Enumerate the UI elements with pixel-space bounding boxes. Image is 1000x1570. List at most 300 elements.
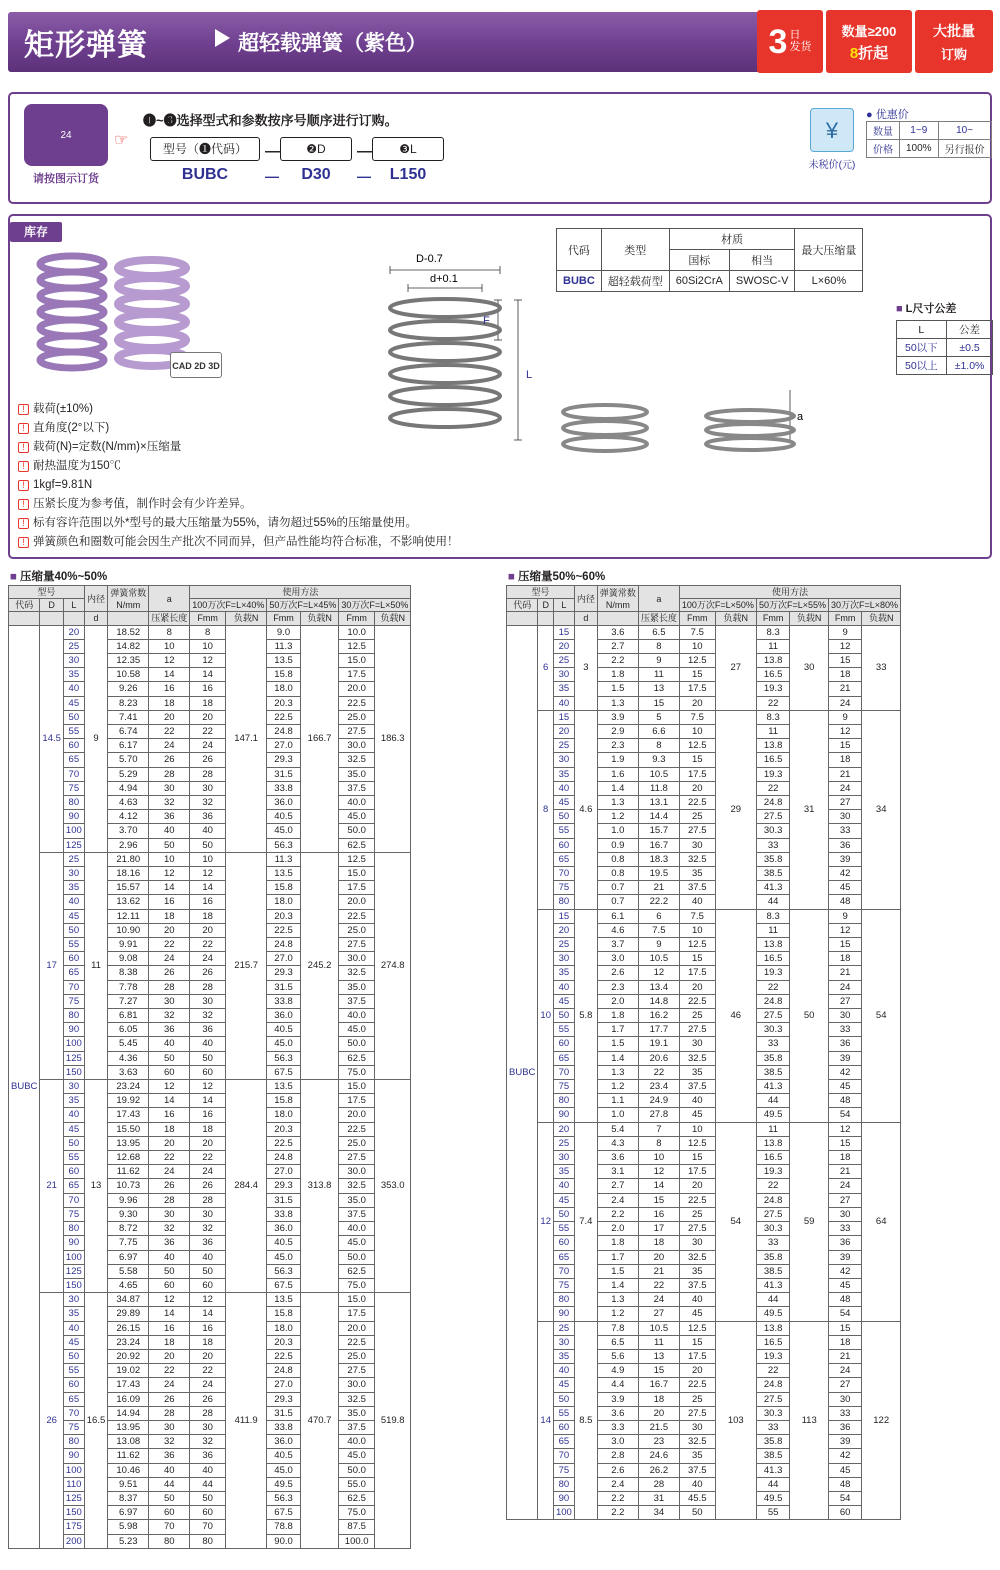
cell-L: 60 [63,1378,84,1392]
cell-fmm-2: 29.3 [267,966,300,980]
th-D-blank [538,612,554,625]
cell-L: 60 [553,1236,574,1250]
l-tolerance-table [896,320,993,375]
cell-fmm-1: 20 [190,923,226,937]
cell-L: 90 [553,1491,574,1505]
th-inner: 内径 [574,586,597,612]
table-row [507,796,901,810]
cell-spring-constant: 9.30 [108,1207,149,1221]
cell-spring-constant: 19.92 [108,1094,149,1108]
table-row [9,1094,411,1108]
table-row [9,739,411,753]
table-row [507,966,901,980]
cell-L: 90 [63,810,84,824]
cell-L: 25 [63,852,84,866]
cell-fmm-3: 15 [828,653,861,667]
cell-spring-constant: 0.9 [597,838,638,852]
table-subheader-row [9,599,411,612]
cell-spring-constant: 5.6 [597,1349,638,1363]
cell-fmm-1: 36 [190,1236,226,1250]
left-table-title: ■ 压缩量40%~50% [10,568,107,584]
cell-fmm-1: 36 [190,1023,226,1037]
cell-spring-constant: 2.3 [597,739,638,753]
cell-fmm-3: 62.5 [339,838,375,852]
cell-fmm-1: 24 [190,1165,226,1179]
cell-spring-constant: 1.6 [597,767,638,781]
cell-fmm-1: 28 [190,980,226,994]
cell-L: 70 [63,1406,84,1420]
badge-bulk-line1: 大批量 [933,22,975,39]
cell-a: 20 [149,923,190,937]
table-row [9,668,411,682]
cell-fmm-1: 20 [190,1136,226,1150]
order-value-dash-1: — [265,168,279,184]
hand-pointer-icon: ☞ [114,132,129,149]
cell-fmm-2: 33 [756,1037,789,1051]
cell-load-3: 34 [862,710,901,909]
table-row [9,1207,411,1221]
cell-spring-constant: 5.58 [108,1264,149,1278]
cell-fmm-1: 27.5 [679,824,715,838]
th-c1: 100万次F=L×50% [679,599,756,612]
cell-fmm-1: 10 [190,852,226,866]
cell-fmm-1: 40 [679,1293,715,1307]
cell-L: 80 [63,796,84,810]
cell-fmm-1: 45 [679,1307,715,1321]
table-row [507,867,901,881]
cell-fmm-3: 27.5 [339,1151,375,1165]
cell-spring-constant: 1.4 [597,1278,638,1292]
cell-a: 50 [149,838,190,852]
cell-L: 50 [63,1136,84,1150]
cell-fmm-3: 62.5 [339,1264,375,1278]
cell-L: 25 [553,1136,574,1150]
cell-fmm-3: 62.5 [339,1051,375,1065]
cell-L: 30 [553,952,574,966]
cell-a: 60 [149,1278,190,1292]
cell-a: 28 [149,1193,190,1207]
cell-spring-constant: 2.4 [597,1477,638,1491]
table-row [507,1449,901,1463]
cell-L: 125 [63,1491,84,1505]
th-n-1: 负载N [715,612,756,625]
cell-a: 31 [638,1491,679,1505]
table-row [507,938,901,952]
table-row [9,1250,411,1264]
cell-D: 6 [538,625,554,710]
cell-fmm-3: 35.0 [339,1193,375,1207]
cell-fmm-1: 12.5 [679,938,715,952]
cell-L: 150 [63,1065,84,1079]
cell-fmm-2: 11 [756,639,789,653]
th-model: 型号 [507,586,575,599]
cell-fmm-2: 49.5 [756,1307,789,1321]
cell-fmm-1: 40 [679,895,715,909]
cell-L: 25 [63,639,84,653]
cell-fmm-3: 24 [828,781,861,795]
table-row [507,1378,901,1392]
cell-L: 50 [553,1009,574,1023]
cell-L: 20 [553,724,574,738]
th-code-blank [9,612,40,625]
cell-spring-constant: 1.3 [597,796,638,810]
cell-a: 7.5 [638,923,679,937]
cell-L: 35 [553,1165,574,1179]
table-row [9,1534,411,1548]
cell-a: 7 [638,1122,679,1136]
cell-fmm-1: 24 [190,952,226,966]
cell-spring-constant: 4.94 [108,781,149,795]
cell-a: 18 [149,1335,190,1349]
table-row [507,1491,901,1505]
badge-shipping-days [757,10,823,73]
table-row [507,1051,901,1065]
cell-fmm-3: 15.0 [339,1293,375,1307]
cell-spring-constant: 26.15 [108,1321,149,1335]
table-row [507,1335,901,1349]
cell-L: 30 [553,1151,574,1165]
ltol-value-2: ±1.0% [946,357,993,375]
cell-a: 23.4 [638,1080,679,1094]
cell-fmm-2: 56.3 [267,1264,300,1278]
cell-d: 16.5 [84,1293,108,1549]
cell-spring-constant: 5.29 [108,767,149,781]
cell-a: 14.4 [638,810,679,824]
cell-fmm-1: 18 [190,909,226,923]
cell-fmm-1: 15 [679,668,715,682]
cell-spring-constant: 20.92 [108,1349,149,1363]
cell-spring-constant: 1.9 [597,753,638,767]
cell-fmm-2: 44 [756,1094,789,1108]
ltol-header-row [897,321,993,339]
cell-fmm-1: 24 [190,1378,226,1392]
table-row [507,639,901,653]
order-value-dash-2: — [357,168,371,184]
cell-L: 45 [553,1378,574,1392]
cell-a: 16 [149,1108,190,1122]
cell-fmm-2: 30.3 [756,1222,789,1236]
th-n-1: 负载N [226,612,267,625]
table-row [9,1179,411,1193]
cell-a: 16 [149,682,190,696]
order-field-model[interactable] [150,137,260,161]
cell-L: 15 [553,909,574,923]
cell-fmm-1: 36 [190,810,226,824]
cell-fmm-2: 38.5 [756,1264,789,1278]
cell-fmm-2: 56.3 [267,1491,300,1505]
cell-L: 60 [63,1165,84,1179]
cell-spring-constant: 34.87 [108,1293,149,1307]
cell-fmm-3: 15 [828,938,861,952]
cell-a: 15 [638,1364,679,1378]
info-icon: ! [18,404,29,415]
table-row [507,1506,901,1520]
cell-fmm-2: 31.5 [267,1193,300,1207]
cell-fmm-3: 33 [828,824,861,838]
cell-spring-constant: 2.4 [597,1193,638,1207]
cell-fmm-2: 18.0 [267,1108,300,1122]
cell-fmm-2: 22.5 [267,710,300,724]
cell-L: 150 [63,1506,84,1520]
table-row [9,653,411,667]
cell-fmm-2: 30.3 [756,1023,789,1037]
cell-L: 100 [63,1037,84,1051]
cell-fmm-2: 33.8 [267,781,300,795]
cell-L: 75 [553,881,574,895]
cell-d: 11 [84,852,108,1079]
cell-fmm-3: 54 [828,1491,861,1505]
cell-L: 40 [553,1364,574,1378]
cell-spring-constant: 8.37 [108,1491,149,1505]
table-row [9,767,411,781]
cell-fmm-3: 36 [828,838,861,852]
cell-a: 32 [149,796,190,810]
cell-fmm-2: 27.5 [756,1392,789,1406]
cell-spring-constant: 8.38 [108,966,149,980]
cell-spring-constant: 3.3 [597,1420,638,1434]
cell-a: 16 [638,1207,679,1221]
cell-a: 12 [149,867,190,881]
spec-table-right [506,585,901,1520]
cell-L: 75 [63,781,84,795]
note-text: 1kgf=9.81N [33,479,93,491]
cad-badge: CAD 2D 3D [170,352,222,378]
cell-fmm-2: 16.5 [756,668,789,682]
cell-L: 40 [63,1108,84,1122]
price-qty-label: 数量 [867,122,900,140]
material-th-maxcomp: 最大压缩量 [795,229,863,271]
cell-fmm-1: 50 [679,1506,715,1520]
cell-load-3: 64 [862,1122,901,1321]
cell-L: 45 [553,994,574,1008]
cell-fmm-2: 22 [756,781,789,795]
cell-fmm-3: 18 [828,1151,861,1165]
cell-fmm-1: 32.5 [679,852,715,866]
cell-load-1: 284.4 [226,1080,267,1293]
cell-a: 10.5 [638,1321,679,1335]
cell-spring-constant: 18.16 [108,867,149,881]
cell-spring-constant: 7.27 [108,994,149,1008]
cell-L: 70 [63,1193,84,1207]
cell-fmm-1: 50 [190,1491,226,1505]
cell-spring-constant: 15.50 [108,1122,149,1136]
cell-spring-constant: 2.2 [597,653,638,667]
cell-a: 30 [149,781,190,795]
cell-fmm-2: 22 [756,980,789,994]
cell-spring-constant: 3.9 [597,1392,638,1406]
order-field-l[interactable] [372,137,444,161]
cell-load-2: 313.8 [300,1080,339,1293]
badge-days-number: 3 [768,22,788,61]
cell-fmm-1: 12.5 [679,1321,715,1335]
table-row [9,1449,411,1463]
table-row [507,1023,901,1037]
cell-L: 40 [63,682,84,696]
cell-a: 28 [149,980,190,994]
cell-spring-constant: 12.35 [108,653,149,667]
cell-L: 80 [553,895,574,909]
cell-fmm-1: 16 [190,1321,226,1335]
cell-fmm-1: 60 [190,1065,226,1079]
spec-table-left [8,585,411,1549]
cell-fmm-3: 15.0 [339,653,375,667]
badge-discount-label: 折起 [858,44,889,62]
cell-L: 65 [553,1435,574,1449]
cell-fmm-3: 20.0 [339,1321,375,1335]
cell-fmm-1: 40 [190,824,226,838]
ltol-value-1: ±0.5 [946,339,993,357]
cell-fmm-2: 13.5 [267,867,300,881]
table-row [507,1151,901,1165]
cell-fmm-3: 24 [828,980,861,994]
cell-spring-constant: 1.8 [597,1009,638,1023]
cell-fmm-1: 18 [190,1122,226,1136]
cell-L: 80 [63,1009,84,1023]
info-icon: ! [18,461,29,472]
cell-fmm-3: 27.5 [339,1364,375,1378]
th-L-blank [63,612,84,625]
cell-L: 60 [553,838,574,852]
cell-fmm-3: 27 [828,1378,861,1392]
cell-fmm-1: 30 [190,1420,226,1434]
table-header-row [9,586,411,599]
cell-a: 28 [638,1477,679,1491]
badge-bulk-line2: 订购 [940,46,967,62]
cell-fmm-2: 55 [756,1506,789,1520]
table-row [507,753,901,767]
cell-L: 50 [63,923,84,937]
order-field-d[interactable] [280,137,352,161]
cell-L: 30 [553,1335,574,1349]
table-row [9,994,411,1008]
cell-fmm-3: 12.5 [339,639,375,653]
cell-fmm-1: 22 [190,1364,226,1378]
cell-spring-constant: 8.72 [108,1222,149,1236]
table-row [507,952,901,966]
cell-fmm-2: 24.8 [756,1378,789,1392]
table-row [9,966,411,980]
cell-spring-constant: 16.09 [108,1392,149,1406]
cell-spring-constant: 9.26 [108,682,149,696]
cell-a: 21.5 [638,1420,679,1434]
table-row [9,1278,411,1292]
cell-a: 16.2 [638,1009,679,1023]
cell-fmm-2: 18.0 [267,682,300,696]
table-row [9,1349,411,1363]
cell-fmm-1: 50 [190,1051,226,1065]
cell-fmm-2: 45.0 [267,1250,300,1264]
cell-L: 75 [63,1420,84,1434]
table-row [507,1420,901,1434]
table-row [9,1051,411,1065]
cell-fmm-1: 16 [190,682,226,696]
cell-fmm-1: 22 [190,724,226,738]
cell-a: 13 [638,1349,679,1363]
cell-L: 45 [63,696,84,710]
table-row [9,980,411,994]
cell-fmm-3: 18 [828,668,861,682]
cell-fmm-3: 10.0 [339,625,375,639]
cell-spring-constant: 3.0 [597,1435,638,1449]
cell-spring-constant: 21.80 [108,852,149,866]
table-row [507,1477,901,1491]
cell-fmm-3: 17.5 [339,668,375,682]
cell-fmm-3: 25.0 [339,1136,375,1150]
cell-a: 44 [149,1477,190,1491]
cell-a: 5 [638,710,679,724]
cell-fmm-2: 36.0 [267,1435,300,1449]
cell-spring-constant: 1.5 [597,682,638,696]
cell-a: 60 [149,1065,190,1079]
cell-fmm-2: 15.8 [267,1307,300,1321]
cell-spring-constant: 10.46 [108,1463,149,1477]
page-title: 矩形弹簧 [24,29,148,62]
cell-fmm-3: 35.0 [339,980,375,994]
cell-a: 8 [638,639,679,653]
cell-a: 40 [149,1463,190,1477]
table-row [9,824,411,838]
cell-spring-constant: 9.91 [108,938,149,952]
cell-fmm-2: 19.3 [756,966,789,980]
cell-L: 35 [553,1349,574,1363]
cell-spring-constant: 13.62 [108,895,149,909]
cell-spring-constant: 10.90 [108,923,149,937]
cell-a: 26 [149,1392,190,1406]
cell-fmm-1: 28 [190,1406,226,1420]
table-row [9,1151,411,1165]
cell-fmm-2: 40.5 [267,810,300,824]
cell-fmm-2: 40.5 [267,1023,300,1037]
cell-load-2: 113 [790,1321,829,1520]
cell-L: 55 [63,724,84,738]
cell-spring-constant: 0.7 [597,895,638,909]
cell-spring-constant: 18.52 [108,625,149,639]
cell-a: 18.3 [638,852,679,866]
note-text: 耐热温度为150℃ [33,460,122,472]
table-row [9,796,411,810]
cell-spring-constant: 5.4 [597,1122,638,1136]
th-n-2: 负载N [300,612,339,625]
cell-fmm-3: 25.0 [339,923,375,937]
th-c2: 50万次F=L×45% [267,599,339,612]
table-row [507,1250,901,1264]
cell-L: 55 [553,1023,574,1037]
cell-fmm-2: 24.8 [267,1151,300,1165]
table-row [9,1392,411,1406]
cell-L: 65 [553,1250,574,1264]
info-icon: ! [18,518,29,529]
cell-D: 21 [40,1080,64,1293]
cell-L: 65 [553,1051,574,1065]
badge-bulk-order [915,10,993,73]
cell-fmm-2: 11 [756,724,789,738]
cell-fmm-3: 40.0 [339,1222,375,1236]
cell-fmm-3: 17.5 [339,1307,375,1321]
cell-a: 26 [149,753,190,767]
ltol-th-l: L [897,321,947,339]
cell-fmm-3: 48 [828,1477,861,1491]
cell-L: 90 [553,1108,574,1122]
cell-fmm-3: 27 [828,796,861,810]
cell-fmm-3: 32.5 [339,1392,375,1406]
cell-load-3: 33 [862,625,901,710]
cell-fmm-3: 22.5 [339,696,375,710]
cell-L: 60 [63,952,84,966]
cell-spring-constant: 12.11 [108,909,149,923]
cell-fmm-2: 24.8 [267,724,300,738]
ltol-title: ■ L尺寸公差 [896,300,956,316]
cell-load-2: 166.7 [300,625,339,852]
